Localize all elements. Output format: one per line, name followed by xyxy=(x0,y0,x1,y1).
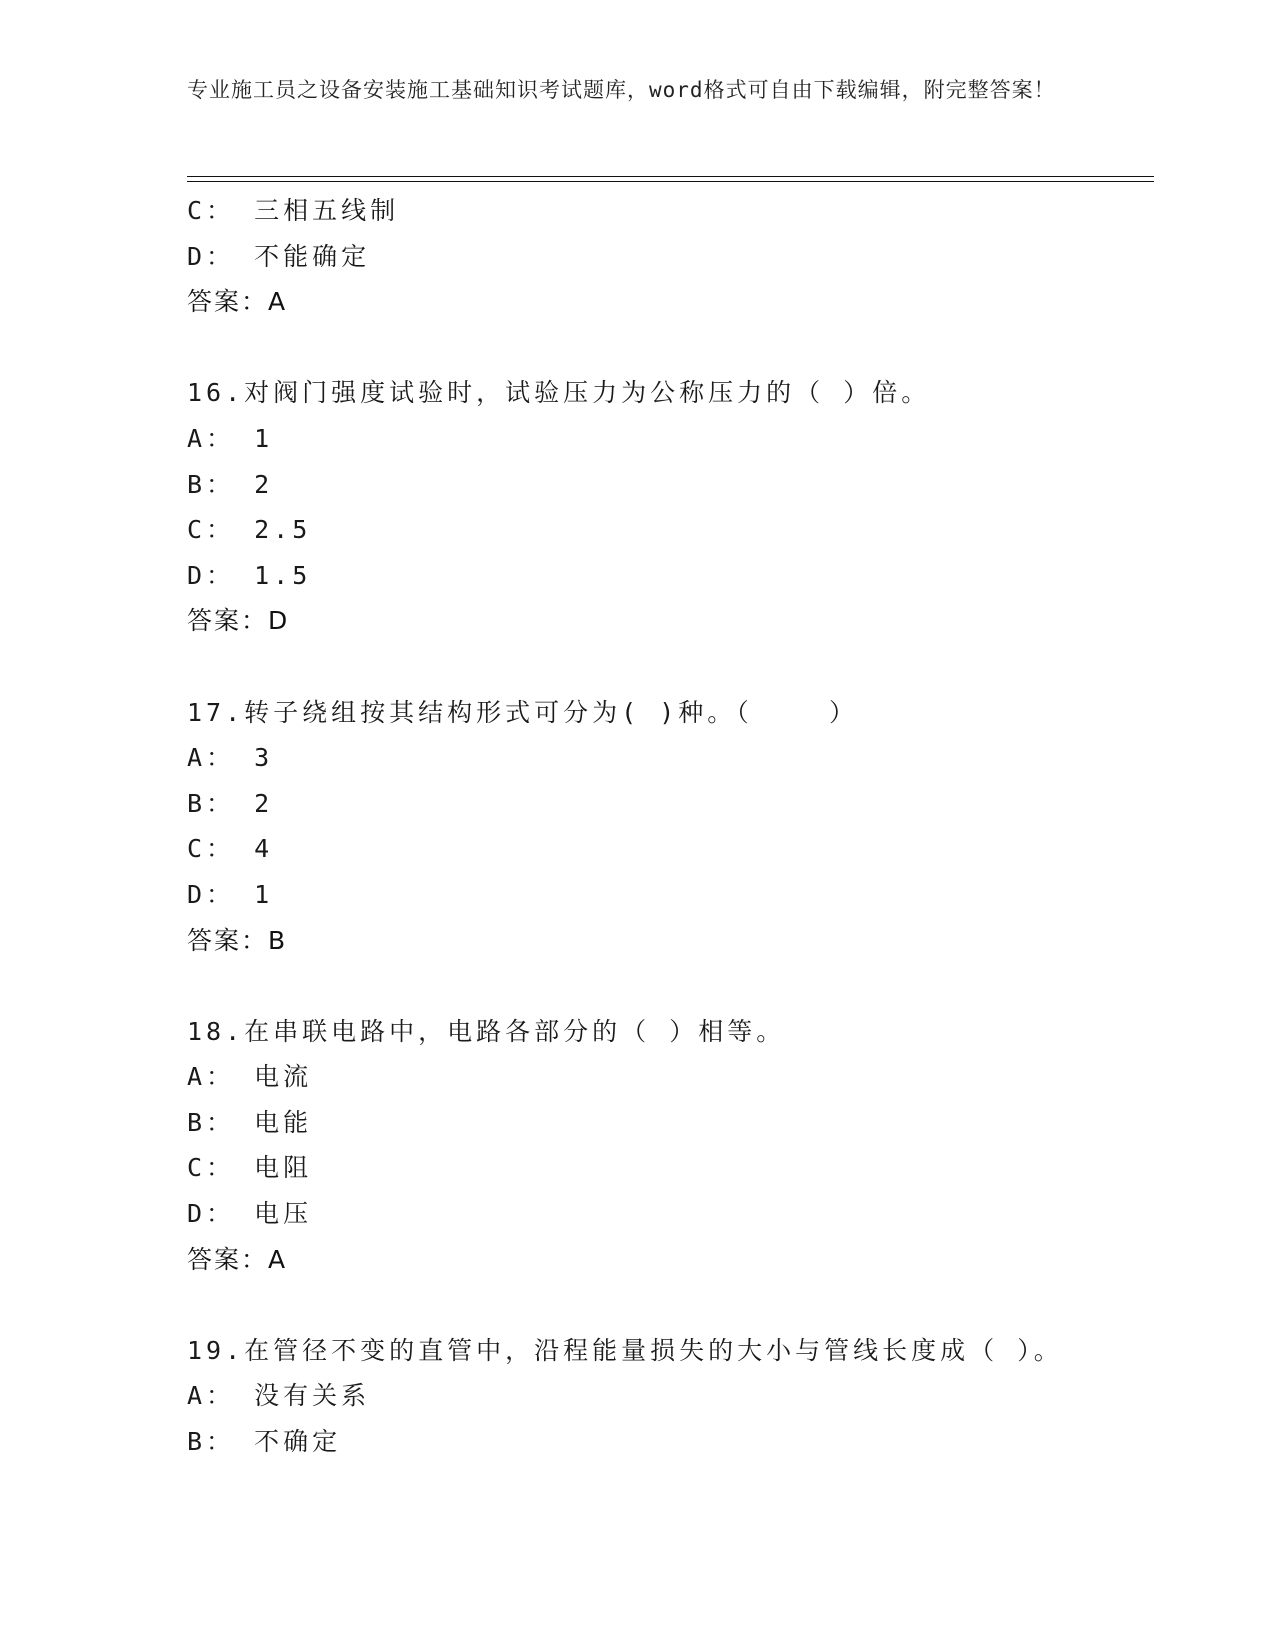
option-a: A： 没有关系 xyxy=(187,1381,371,1411)
option-d: D： 不能确定 xyxy=(187,241,371,271)
question-list xyxy=(187,188,1154,1465)
question-stem: 17.转子绕组按其结构形式可分为( )种。（ ） xyxy=(187,697,859,727)
answer-label: 答案：A xyxy=(187,287,288,317)
option-a: A： 1 xyxy=(187,423,274,453)
option-a: A： 3 xyxy=(187,743,274,773)
spacer xyxy=(187,1282,1154,1328)
answer-label: 答案：B xyxy=(187,925,288,955)
option-b: B： 2 xyxy=(187,469,274,499)
spacer xyxy=(187,325,1154,371)
option-a: A： 电流 xyxy=(187,1062,313,1092)
option-c: C： 电阻 xyxy=(187,1153,313,1183)
question-stem: 16.对阀门强度试验时，试验压力为公称压力的（ ）倍。 xyxy=(187,378,931,408)
question-stem: 19.在管径不变的直管中，沿程能量损失的大小与管线长度成（ ）。 xyxy=(187,1335,1063,1365)
option-d: D： 1 xyxy=(187,879,274,909)
option-c: C： 三相五线制 xyxy=(187,196,400,225)
spacer xyxy=(187,963,1154,1009)
option-d: D： 1.5 xyxy=(187,560,312,590)
header-divider-top xyxy=(187,176,1154,177)
option-b: B： 2 xyxy=(187,788,274,818)
answer-label: 答案：A xyxy=(187,1244,288,1274)
header-divider-bottom xyxy=(187,181,1154,182)
option-c: C： 2.5 xyxy=(187,515,312,545)
option-d: D： 电压 xyxy=(187,1199,313,1229)
answer-label: 答案：D xyxy=(187,606,290,636)
option-b: B： 不确定 xyxy=(187,1427,342,1457)
option-b: B： 电能 xyxy=(187,1107,313,1137)
option-c: C： 4 xyxy=(187,834,274,864)
spacer xyxy=(187,644,1154,690)
document-header: 专业施工员之设备安装施工基础知识考试题库，word格式可自由下载编辑，附完整答案！ xyxy=(187,78,1056,102)
question-stem: 18.在串联电路中，电路各部分的（ ）相等。 xyxy=(187,1016,786,1046)
